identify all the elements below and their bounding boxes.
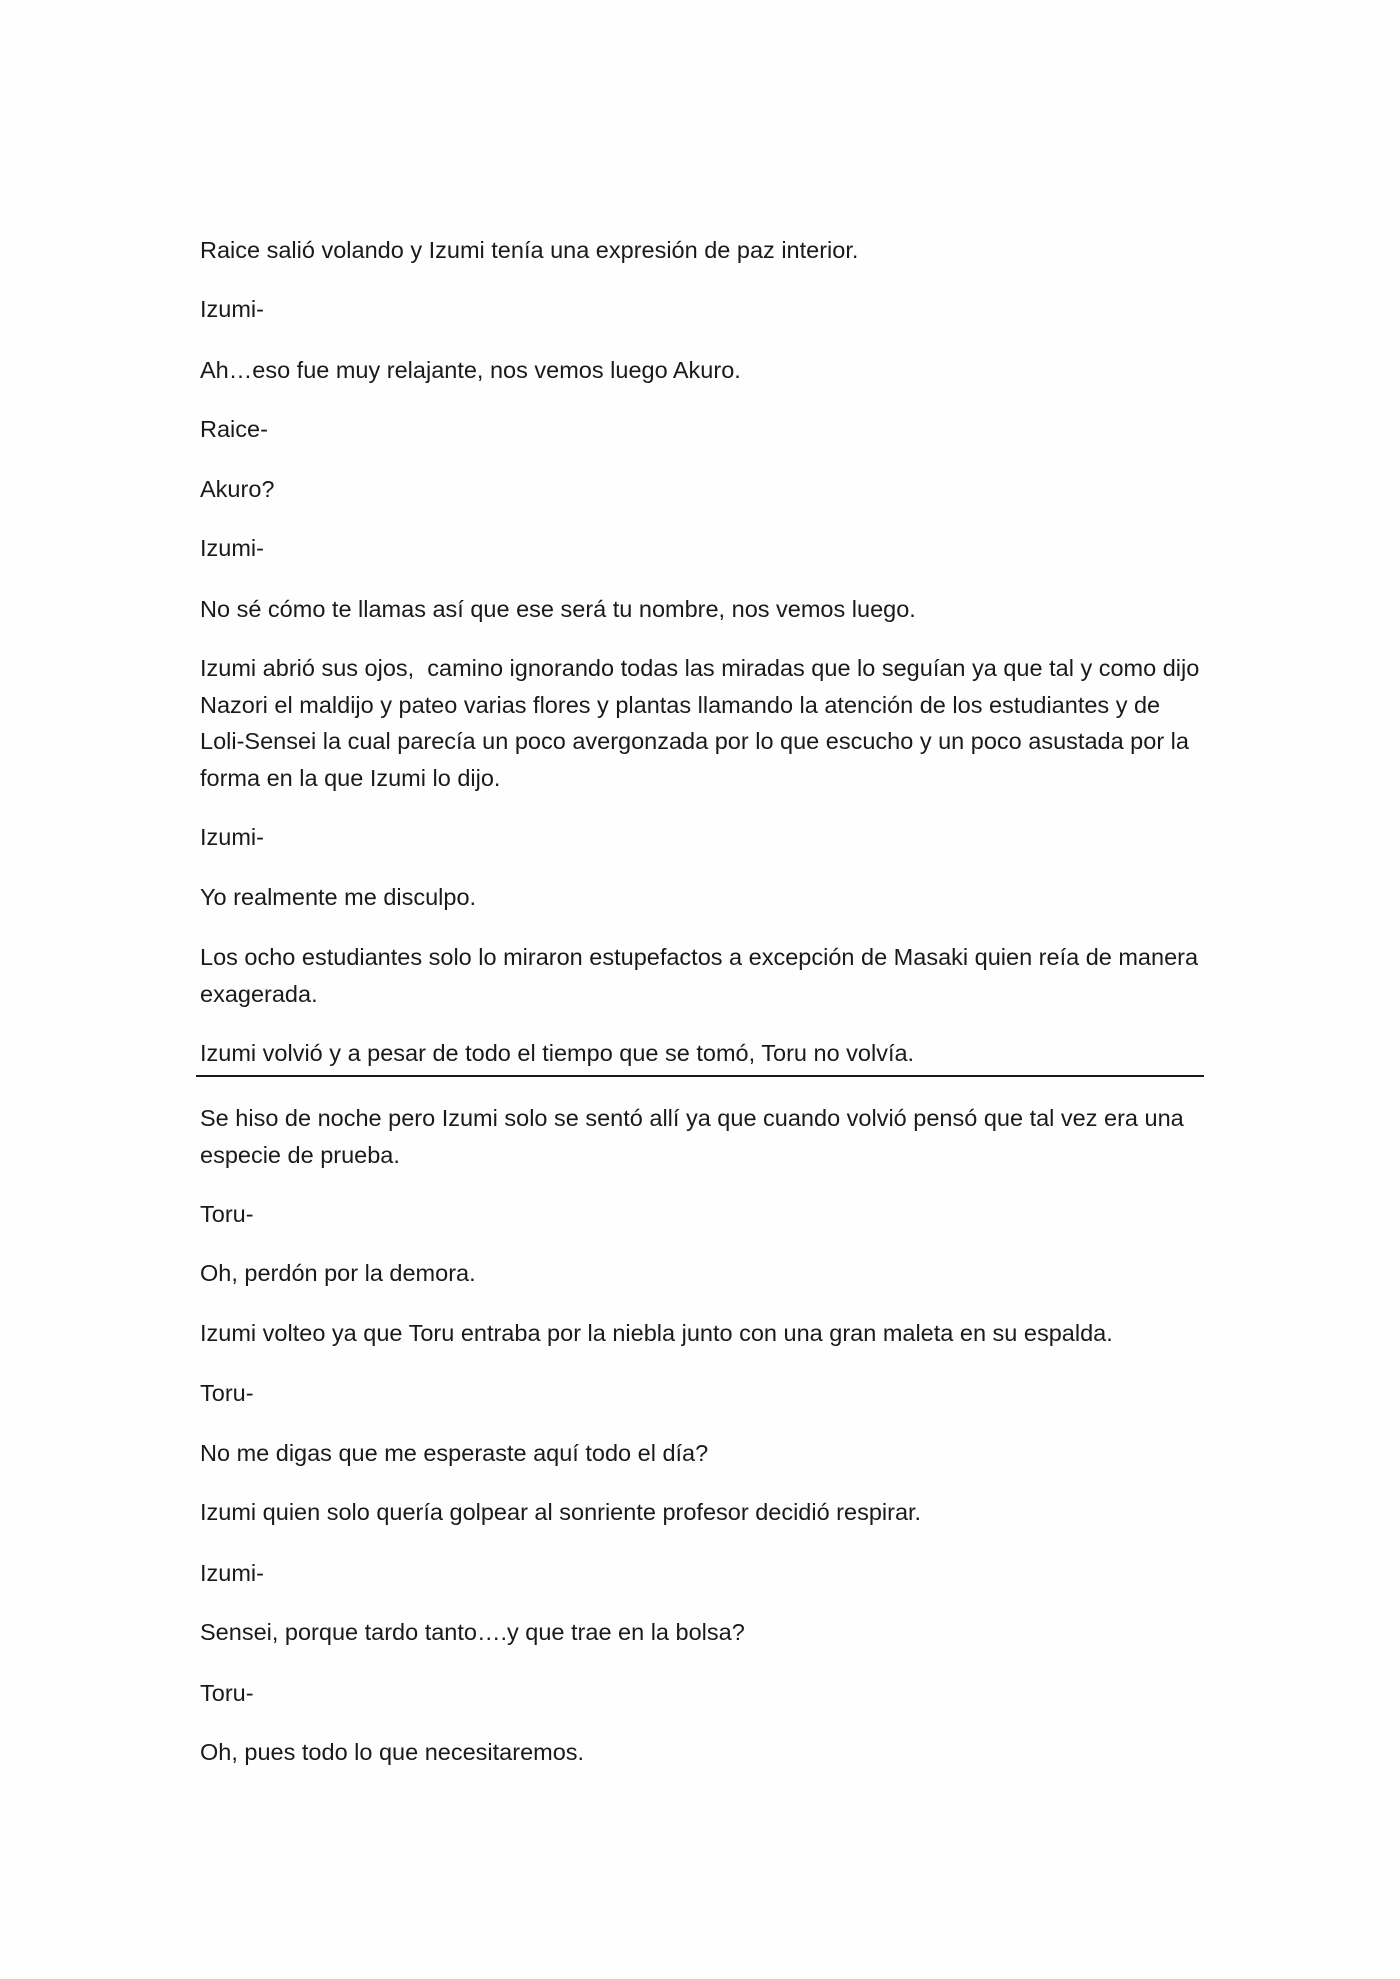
paragraph-line: Izumi- <box>200 535 264 561</box>
narration-paragraph <box>200 1494 1220 1531</box>
paragraph-line: Toru- <box>200 1680 254 1706</box>
paragraph-line: Yo realmente me disculpo. <box>200 884 477 910</box>
paragraph-line: Raice salió volando y Izumi tenía una expresión de paz interior. <box>200 237 859 263</box>
dialogue-line <box>200 591 1220 628</box>
paragraph-line: Toru- <box>200 1201 254 1227</box>
paragraph-line: Toru- <box>200 1380 254 1406</box>
dialogue-line <box>200 1435 1220 1472</box>
paragraph-line: Izumi- <box>200 296 264 322</box>
paragraph-line: Izumi volvió y a pesar de todo el tiempo que se tomó, Toru no volvía. <box>200 1040 915 1066</box>
paragraph-line: Oh, perdón por la demora. <box>200 1260 476 1286</box>
speaker-label-raice <box>200 411 1220 448</box>
paragraph-line: Oh, pues todo lo que necesitaremos. <box>200 1739 585 1765</box>
dialogue-line <box>200 1614 1220 1651</box>
paragraph-line: exagerada. <box>200 980 318 1007</box>
speaker-label-izumi <box>200 819 1220 856</box>
speaker-label-izumi <box>200 530 1220 567</box>
paragraph-line: Raice- <box>200 416 268 442</box>
paragraph-line: Nazori el maldijo y pateo varias flores y plantas llamando la atención de los estudiantes y de <box>200 691 1161 718</box>
dialogue-line <box>200 471 1220 508</box>
paragraph-line: No sé cómo te llamas así que ese será tu nombre, nos vemos luego. <box>200 596 916 622</box>
paragraph-line: Izumi volteo ya que Toru entraba por la niebla junto con una gran maleta en su espalda. <box>200 1320 1113 1346</box>
paragraph-line: Izumi- <box>200 824 264 850</box>
narration-paragraph <box>200 1100 1220 1173</box>
paragraph-line: Izumi- <box>200 1560 264 1586</box>
paragraph-line: Izumi quien solo quería golpear al sonriente profesor decidió respirar. <box>200 1499 922 1525</box>
dialogue-line <box>200 879 1220 916</box>
paragraph-line: Akuro? <box>200 476 275 502</box>
paragraph-line: Se hiso de noche pero Izumi solo se sentó allí ya que cuando volvió pensó que tal vez era una <box>200 1105 1184 1131</box>
paragraph-line: especie de prueba. <box>200 1141 400 1168</box>
speaker-label-toru <box>200 1375 1220 1412</box>
paragraph-line: Los ocho estudiantes solo lo miraron estupefactos a excepción de Masaki quien reía de manera <box>200 944 1199 970</box>
narration-paragraph <box>200 650 1220 796</box>
speaker-label-toru <box>200 1675 1220 1712</box>
narration-paragraph <box>200 939 1220 1012</box>
dialogue-line <box>200 1734 1220 1771</box>
narration-paragraph <box>200 1315 1220 1352</box>
narration-paragraph <box>200 232 1220 269</box>
paragraph-line: forma en la que Izumi lo dijo. <box>200 764 501 791</box>
paragraph-line: No me digas que me esperaste aquí todo el día? <box>200 1440 709 1466</box>
speaker-label-izumi <box>200 291 1220 328</box>
dialogue-line <box>200 1255 1220 1292</box>
scene-separator <box>196 1075 1204 1077</box>
paragraph-line: Sensei, porque tardo tanto….y que trae en la bolsa? <box>200 1619 745 1645</box>
speaker-label-izumi <box>200 1555 1220 1592</box>
paragraph-line: Loli-Sensei la cual parecía un poco avergonzada por lo que escucho y un poco asustada por la <box>200 728 1189 755</box>
dialogue-line <box>200 352 1220 389</box>
paragraph-line: Izumi abrió sus ojos, camino ignorando todas las miradas que lo seguían ya que tal y como dijo <box>200 655 1200 681</box>
narration-paragraph <box>200 1035 1220 1072</box>
speaker-label-toru <box>200 1196 1220 1233</box>
paragraph-line: Ah…eso fue muy relajante, nos vemos luego Akuro. <box>200 357 741 383</box>
